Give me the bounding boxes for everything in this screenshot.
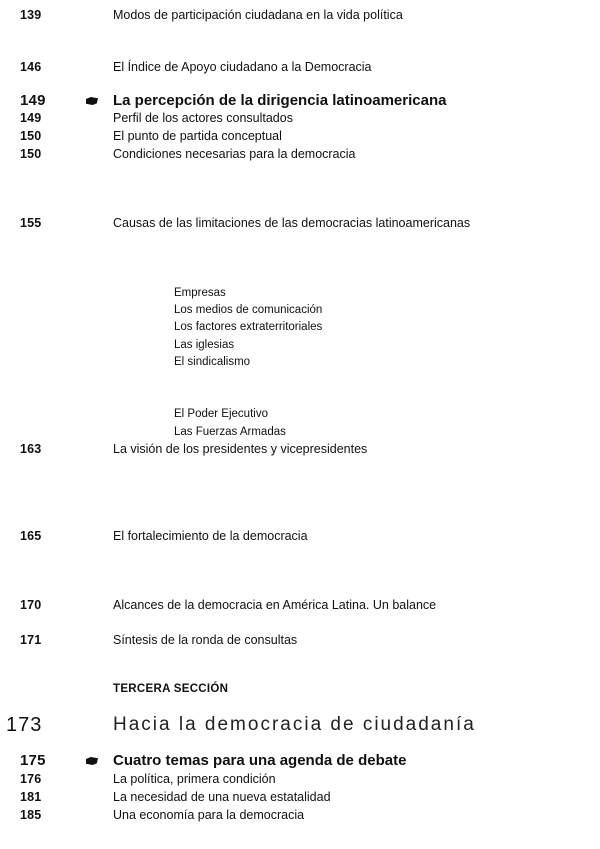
entry-title: Condiciones necesarias para la democracia xyxy=(113,147,356,161)
toc-entry xyxy=(0,440,600,458)
page-number: 181 xyxy=(20,790,42,804)
toc-entry xyxy=(0,145,600,163)
toc-entry xyxy=(0,527,600,545)
subitem: Las Fuerzas Armadas xyxy=(174,426,286,438)
entry-title: Una economía para la democracia xyxy=(113,808,305,822)
toc-entry xyxy=(0,127,600,145)
part-title: Hacia la democracia de ciudadanía xyxy=(113,714,476,735)
page-number: 176 xyxy=(20,772,42,786)
toc-entry xyxy=(0,214,600,232)
page-number: 171 xyxy=(20,633,42,647)
chapter-title: La percepción de la dirigencia latinoamericana xyxy=(113,92,447,109)
entry-title: Síntesis de la ronda de consultas xyxy=(113,633,298,647)
chapter-title: Cuatro temas para una agenda de debate xyxy=(113,752,407,769)
entry-title: Perfil de los actores consultados xyxy=(113,111,293,125)
page-number: 165 xyxy=(20,529,42,543)
toc-chapter-entry xyxy=(0,92,600,110)
entry-title: El fortalecimiento de la democracia xyxy=(113,529,308,543)
entry-title: Causas de las limitaciones de las democracias latinoamericanas xyxy=(113,216,471,230)
entry-title: Modos de participación ciudadana en la vida política xyxy=(113,8,403,22)
page-number: 175 xyxy=(20,752,46,769)
subitem: Los factores extraterritoriales xyxy=(174,321,323,333)
toc-entry xyxy=(0,806,600,824)
page-number: 139 xyxy=(20,8,42,22)
page-number: 146 xyxy=(20,60,42,74)
entry-title: La necesidad de una nueva estatalidad xyxy=(113,790,331,804)
toc-entry xyxy=(0,631,600,649)
page-number: 163 xyxy=(20,442,42,456)
chapter-bullet-icon xyxy=(86,757,98,765)
toc-entry xyxy=(0,770,600,788)
page-number: 150 xyxy=(20,129,42,143)
subitem: Empresas xyxy=(174,287,226,299)
subitem: El Poder Ejecutivo xyxy=(174,408,268,420)
subitem: El sindicalismo xyxy=(174,356,251,368)
page-number: 149 xyxy=(20,111,42,125)
subitem: Los medios de comunicación xyxy=(174,304,323,316)
toc-entry xyxy=(0,788,600,806)
subitem: Las iglesias xyxy=(174,339,235,351)
entry-title: La política, primera condición xyxy=(113,772,276,786)
page-number: 173 xyxy=(6,714,43,736)
page-number: 149 xyxy=(20,92,46,109)
entry-title: Alcances de la democracia en América Latina. Un balance xyxy=(113,598,437,612)
entry-title: El Índice de Apoyo ciudadano a la Democracia xyxy=(113,60,372,74)
entry-title: El punto de partida conceptual xyxy=(113,129,282,143)
toc-chapter-entry xyxy=(0,752,600,770)
page-number: 150 xyxy=(20,147,42,161)
chapter-bullet-icon xyxy=(86,97,98,105)
toc-entry xyxy=(0,596,600,614)
page-number: 185 xyxy=(20,808,42,822)
toc-entry xyxy=(0,58,600,76)
page-number: 155 xyxy=(20,216,42,230)
page-number: 170 xyxy=(20,598,42,612)
entry-title: La visión de los presidentes y vicepresidentes xyxy=(113,442,368,456)
toc-part-entry xyxy=(0,712,600,738)
section-label: TERCERA SECCIÓN xyxy=(113,683,229,695)
toc-entry xyxy=(0,6,600,24)
toc-entry xyxy=(0,109,600,127)
